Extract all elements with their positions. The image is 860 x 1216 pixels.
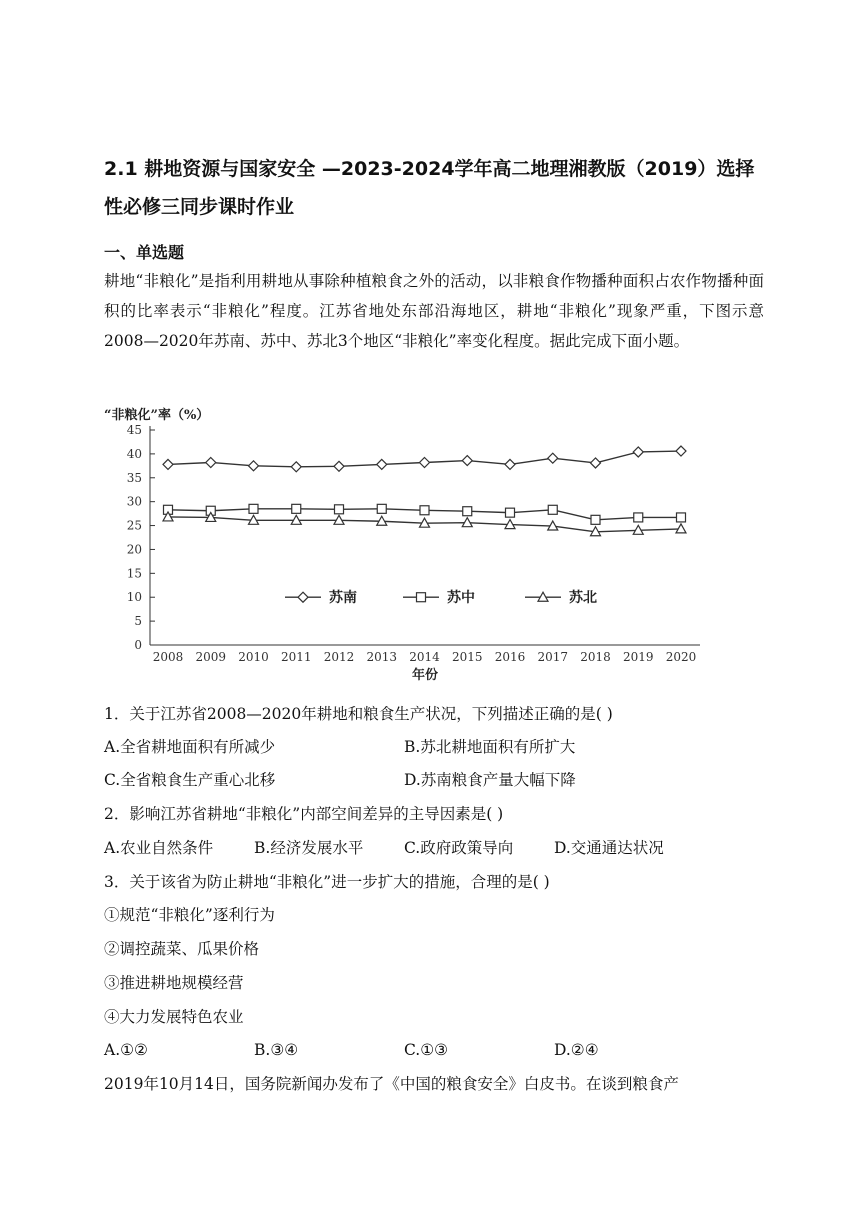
x-tick-label: 2014 bbox=[409, 650, 440, 664]
data-point-series-2 bbox=[420, 506, 429, 515]
question-3-statement-1: ①规范“非粮化”逐利行为 bbox=[104, 906, 275, 924]
data-point-series-2 bbox=[463, 507, 472, 516]
intro-paragraph: 耕地“非粮化”是指利用耕地从事除种植粮食之外的活动，以非粮食作物播种面积占农作物播种面积的比率表示“非粮化”程度。江苏省地处东部沿海地区，耕地“非粮化”现象严重，下图示意2008—2020年苏南、苏中、苏北3个地区“非粮化”率变化程度。据此完成下面小题。 bbox=[104, 272, 764, 350]
x-tick-label: 2008 bbox=[152, 650, 184, 664]
document-title: 2.1 耕地资源与国家安全 —2023-2024学年高二地理湘教版（2019）选择性必修三同步课时作业 bbox=[104, 158, 755, 218]
legend-marker-1 bbox=[298, 592, 308, 602]
y-tick-label: 10 bbox=[126, 590, 142, 605]
legend-marker-2 bbox=[417, 593, 426, 602]
question-3-option-b[interactable]: B.③④ bbox=[254, 1041, 299, 1059]
legend-label-3: 苏北 bbox=[569, 590, 597, 607]
data-point-series-1 bbox=[548, 453, 558, 463]
question-2-option-d[interactable]: D.交通通达状况 bbox=[554, 839, 664, 857]
data-point-series-1 bbox=[206, 457, 216, 467]
question-1-option-d[interactable]: D.苏南粮食产量大幅下降 bbox=[404, 771, 576, 789]
question-1-options-row-1 bbox=[104, 735, 764, 759]
question-3-statement-4: ④大力发展特色农业 bbox=[104, 1008, 244, 1026]
data-point-series-1 bbox=[377, 459, 387, 469]
question-1-option-a[interactable]: A.全省耕地面积有所减少 bbox=[104, 738, 276, 756]
line-chart bbox=[100, 404, 710, 686]
next-passage: 2019年10月14日，国务院新闻办发布了《中国的粮食安全》白皮书。在谈到粮食产 bbox=[104, 1075, 679, 1093]
y-tick-label: 15 bbox=[126, 566, 142, 581]
data-point-series-1 bbox=[462, 456, 472, 466]
question-3-option-a[interactable]: A.①② bbox=[104, 1041, 148, 1059]
data-point-series-1 bbox=[163, 459, 173, 469]
data-point-series-1 bbox=[249, 461, 259, 471]
y-tick-label: 35 bbox=[126, 470, 142, 485]
y-tick-label: 25 bbox=[126, 518, 142, 533]
data-point-series-1 bbox=[591, 458, 601, 468]
question-3-option-d[interactable]: D.②④ bbox=[554, 1041, 599, 1059]
data-point-series-2 bbox=[335, 505, 344, 514]
x-tick-label: 2018 bbox=[580, 650, 611, 664]
data-point-series-2 bbox=[677, 513, 686, 522]
data-point-series-1 bbox=[505, 459, 515, 469]
question-1-option-b[interactable]: B.苏北耕地面积有所扩大 bbox=[404, 738, 576, 756]
question-3-options bbox=[104, 1038, 764, 1062]
data-point-series-2 bbox=[548, 505, 557, 514]
question-3-statement-3: ③推进耕地规模经营 bbox=[104, 974, 244, 992]
question-1-stem: 1．关于江苏省2008—2020年耕地和粮食生产状况，下列描述正确的是( ) bbox=[104, 705, 613, 723]
data-point-series-1 bbox=[420, 457, 430, 467]
question-2-option-c[interactable]: C.政府政策导向 bbox=[404, 839, 514, 857]
x-tick-label: 2013 bbox=[366, 650, 398, 664]
x-tick-label: 2019 bbox=[622, 650, 654, 664]
data-point-series-2 bbox=[249, 504, 258, 513]
y-tick-label: 40 bbox=[126, 446, 142, 461]
x-tick-label: 2012 bbox=[323, 650, 355, 664]
y-tick-label: 0 bbox=[134, 638, 142, 652]
y-tick-label: 5 bbox=[134, 614, 142, 629]
section-heading: 一、单选题 bbox=[104, 243, 185, 262]
question-3-statement-2: ②调控蔬菜、瓜果价格 bbox=[104, 940, 260, 958]
legend-label-1: 苏南 bbox=[329, 590, 357, 607]
x-tick-label: 2010 bbox=[238, 650, 269, 664]
question-2-options bbox=[104, 836, 764, 860]
data-point-series-1 bbox=[334, 461, 344, 471]
question-2-option-a[interactable]: A.农业自然条件 bbox=[104, 839, 214, 857]
data-point-series-2 bbox=[634, 513, 643, 522]
x-tick-label: 2017 bbox=[537, 650, 569, 664]
question-2-stem: 2．影响江苏省耕地“非粮化”内部空间差异的主导因素是( ) bbox=[104, 805, 504, 823]
x-tick-label: 2015 bbox=[451, 650, 483, 664]
question-3-option-c[interactable]: C.①③ bbox=[404, 1041, 449, 1059]
x-tick-label: 2009 bbox=[195, 650, 227, 664]
y-axis-label: “非粮化”率（%） bbox=[104, 408, 210, 423]
data-point-series-1 bbox=[291, 462, 301, 472]
data-point-series-2 bbox=[591, 515, 600, 524]
y-tick-label: 45 bbox=[126, 423, 142, 437]
question-1-option-c[interactable]: C.全省粮食生产重心北移 bbox=[104, 771, 276, 789]
question-3-stem: 3．关于该省为防止耕地“非粮化”进一步扩大的措施，合理的是( ) bbox=[104, 873, 550, 891]
data-point-series-2 bbox=[377, 504, 386, 513]
x-axis-label: 年份 bbox=[411, 668, 439, 683]
legend-label-2: 苏中 bbox=[447, 590, 475, 607]
x-tick-label: 2020 bbox=[665, 650, 697, 664]
question-2-option-b[interactable]: B.经济发展水平 bbox=[254, 839, 364, 857]
data-point-series-2 bbox=[506, 508, 515, 517]
x-tick-label: 2016 bbox=[494, 650, 526, 664]
y-tick-label: 20 bbox=[126, 542, 142, 557]
x-tick-label: 2011 bbox=[280, 650, 312, 664]
data-point-series-2 bbox=[292, 504, 301, 513]
data-point-series-1 bbox=[633, 447, 643, 457]
y-tick-label: 30 bbox=[126, 494, 142, 509]
data-point-series-1 bbox=[676, 446, 686, 456]
question-1-options-row-2 bbox=[104, 768, 764, 792]
